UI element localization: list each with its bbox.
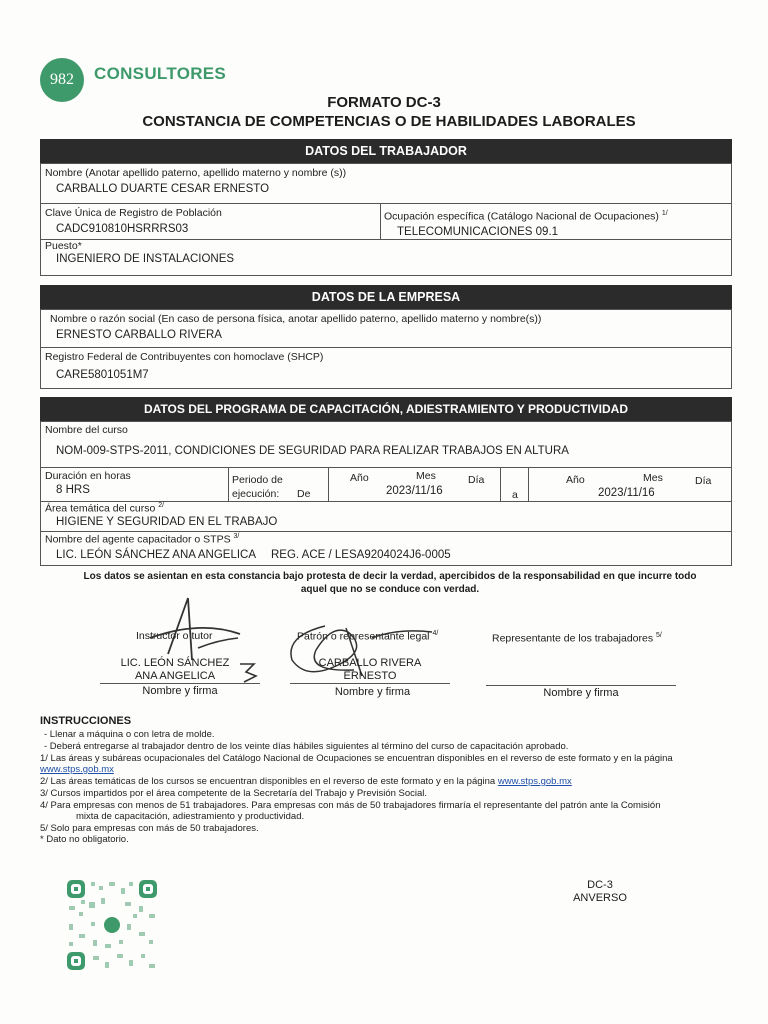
agent-label-text: Nombre del agente capacitador o STPS (45, 533, 231, 546)
form-title: FORMATO DC-3 (327, 94, 441, 111)
duration-value: 8 HRS (56, 484, 90, 496)
footer-form-code: DC-3 (587, 879, 613, 891)
instruction-note: 5/ Solo para empresas con más de 50 trabajadores. (40, 823, 259, 834)
start-date-value: 2023/11/16 (386, 485, 443, 497)
divider (40, 467, 732, 468)
footnote-mark: 1/ (661, 210, 668, 217)
workers-rep-role-text: Representante de los trabajadores (492, 632, 654, 645)
company-name-label: Nombre o razón social (En caso de persona física, anotar apellido paterno, apellido materno y nombre(s)) (50, 313, 542, 325)
instruction-note: mixta de capacitación, adiestramiento y productividad. (76, 811, 305, 822)
footnote-mark: 5/ (656, 632, 662, 639)
instruction-note (40, 776, 572, 787)
footnote-mark: 3/ (233, 533, 240, 540)
occupation-label-text: Ocupación específica (Catálogo Nacional de Ocupaciones) (384, 210, 659, 223)
footer-side-label: ANVERSO (573, 892, 627, 904)
instruction-item: - Deberá entregarse al trabajador dentro de los veinte días hábiles siguientes al término del curso de capacitación aprobado. (44, 741, 569, 752)
employer-name-line1: CARBALLO RIVERA (318, 657, 422, 669)
start-month-label: Mes (416, 470, 436, 482)
period-label-line2: ejecución: (232, 488, 280, 500)
period-label: Periodo de (232, 474, 283, 486)
worker-name-value: CARBALLO DUARTE CESAR ERNESTO (56, 183, 270, 195)
divider (40, 531, 732, 532)
divider (228, 467, 229, 501)
area-label (45, 502, 164, 515)
instruction-note: 3/ Cursos impartidos por el área competente de la Secretaría del Trabajo y Previsión Social. (40, 788, 428, 799)
end-month-label: Mes (643, 472, 663, 484)
instructions-title: INSTRUCCIONES (40, 715, 132, 727)
company-section-header: DATOS DE LA EMPRESA (40, 285, 732, 309)
rfc-value: CARE5801051M7 (56, 369, 149, 381)
form-subtitle: CONSTANCIA DE COMPETENCIAS O DE HABILIDADES LABORALES (142, 113, 636, 130)
period-from-label: De (297, 488, 311, 500)
course-value: NOM-009-STPS-2011, CONDICIONES DE SEGURIDAD PARA REALIZAR TRABAJOS EN ALTURA (56, 445, 569, 457)
employer-role-text: Patrón o representante legal (297, 630, 430, 643)
signature-line (100, 683, 260, 684)
declaration-text: Los datos se asientan en esta constancia bajo protesta de decir la verdad, apercibidos de la responsabilidad en que incurre todo aquel que no se conduce con verdad. (83, 571, 697, 595)
worker-name-label: Nombre (Anotar apellido paterno, apellido materno y nombre (s)) (45, 167, 347, 179)
employer-name-line2: ERNESTO (343, 670, 397, 682)
instruction-note: * Dato no obligatorio. (40, 834, 129, 845)
signature-line (290, 683, 450, 684)
instructor-name-line2: ANA ANGELICA (134, 670, 216, 682)
position-value: INGENIERO DE INSTALACIONES (56, 253, 235, 265)
instruction-note-text: 2/ Las áreas temáticas de los cursos se encuentran disponibles en el reverso de este formato y en la página (40, 776, 496, 787)
occupation-value: TELECOMUNICACIONES 09.1 (397, 226, 559, 238)
curp-value: CADC910810HSRRRS03 (56, 223, 189, 235)
divider (528, 467, 529, 501)
occupation-label (384, 210, 668, 223)
divider (40, 347, 732, 348)
instructor-signature-caption: Nombre y firma (142, 685, 218, 697)
divider (380, 203, 381, 239)
brand-name: CONSULTORES (94, 64, 227, 83)
company-logo: 982 (40, 58, 84, 102)
divider (328, 467, 329, 501)
area-label-text: Área temática del curso (45, 502, 156, 515)
divider (500, 467, 501, 501)
qr-code-icon (65, 878, 159, 972)
program-section-header: DATOS DEL PROGRAMA DE CAPACITACIÓN, ADIESTRAMIENTO Y PRODUCTIVIDAD (40, 397, 732, 421)
area-value: HIGIENE Y SEGURIDAD EN EL TRABAJO (56, 516, 278, 528)
instruction-note: 1/ Las áreas y subáreas ocupacionales del Catálogo Nacional de Ocupaciones se encuentran disponibles en el reverso de este formato y en la página (40, 753, 673, 764)
instructor-role-label: Instructor o tutor (136, 630, 213, 642)
agent-value: LIC. LEÓN SÁNCHEZ ANA ANGELICA (56, 549, 257, 561)
start-year-label: Año (350, 472, 369, 484)
start-day-label: Día (468, 474, 485, 486)
stps-link[interactable]: www.stps.gob.mx (40, 764, 114, 775)
position-label: Puesto* (45, 240, 82, 252)
divider (40, 203, 732, 204)
end-date-value: 2023/11/16 (598, 487, 655, 499)
footnote-mark: 4/ (432, 630, 439, 637)
instructor-name-line1: LIC. LEÓN SÁNCHEZ (120, 657, 230, 669)
course-label: Nombre del curso (45, 424, 128, 436)
signature-line (486, 685, 676, 686)
worker-section-header: DATOS DEL TRABAJADOR (40, 139, 732, 163)
divider (40, 239, 732, 240)
agent-label (45, 533, 239, 546)
footnote-mark: 2/ (158, 502, 165, 509)
duration-label: Duración en horas (45, 470, 131, 482)
agent-registration: REG. ACE / LESA9204024J6-0005 (271, 549, 451, 561)
instruction-item: - Llenar a máquina o con letra de molde. (44, 729, 215, 740)
employer-signature-caption: Nombre y firma (334, 686, 411, 698)
period-to-label: a (512, 489, 518, 501)
instruction-note: 4/ Para empresas con menos de 51 trabajadores. Para empresas con más de 50 trabajadores firmaría el representante del patrón ante la Comisión (40, 800, 661, 811)
end-year-label: Año (566, 474, 585, 486)
company-name-value: ERNESTO CARBALLO RIVERA (56, 329, 222, 341)
end-day-label: Día (695, 475, 712, 487)
workers-rep-signature-caption: Nombre y firma (543, 687, 619, 699)
rfc-label: Registro Federal de Contribuyentes con homoclave (SHCP) (45, 351, 324, 363)
curp-label: Clave Única de Registro de Población (45, 207, 222, 219)
stps-link[interactable]: www.stps.gob.mx (497, 776, 572, 787)
